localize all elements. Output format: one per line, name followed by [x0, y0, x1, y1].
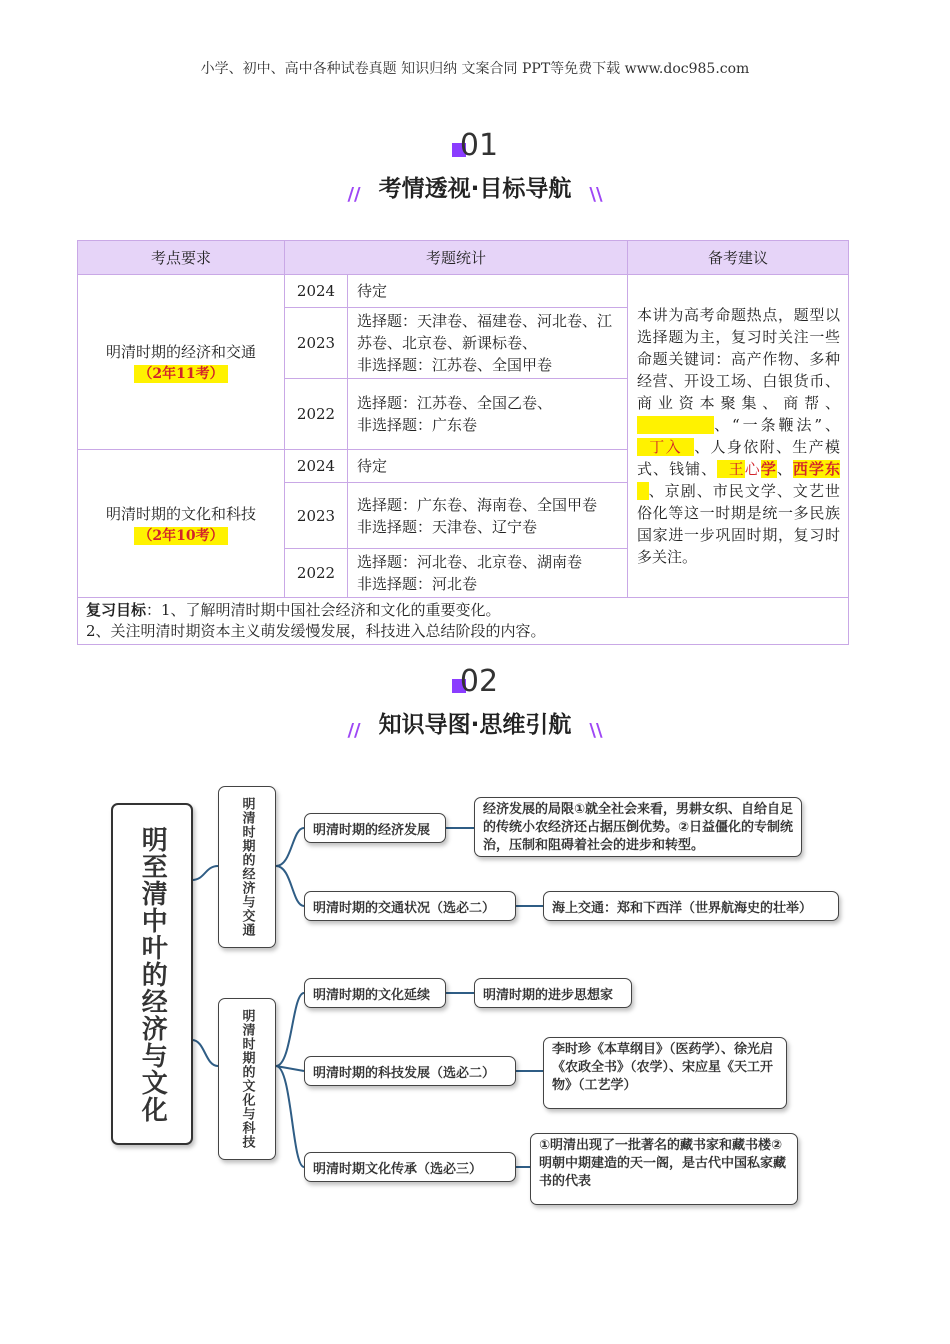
mindmap-node: 明清时期的经济发展 [304, 813, 446, 843]
header-stats: 考题统计 [285, 241, 628, 275]
stats-cell: 选择题：河北卷、北京卷、湖南卷 非选择题：河北卷 [348, 549, 628, 598]
stats-cell: 选择题：江苏卷、全国乙卷、 非选择题：广东卷 [348, 379, 628, 450]
stats-cell: 选择题：广东卷、海南卷、全国甲卷 非选择题：天津卷、辽宁卷 [348, 483, 628, 549]
mindmap-branch-culture: 明清时期的文化与科技 [218, 998, 276, 1160]
year-cell: 2022 [285, 379, 348, 450]
mindmap-leaf: 李时珍《本草纲目》（医药学）、徐光启《农政全书》（农学）、宋应星《天工开物》（工艺学） [543, 1037, 787, 1109]
year-cell: 2023 [285, 308, 348, 379]
section-number: 02 [0, 664, 950, 699]
goal-label: 复习目标 [86, 601, 147, 619]
stats-cell: 待定 [348, 275, 628, 308]
mindmap-node: 明清时期文化传承（选必三） [304, 1152, 516, 1182]
stats-cell: 选择题：天津卷、福建卷、河北卷、江苏卷、北京卷、新课标卷、 非选择题：江苏卷、全国甲卷 [348, 308, 628, 379]
topic-name: 明清时期的文化和科技 [105, 504, 256, 523]
site-header: 小学、初中、高中各种试卷真题 知识归纳 文案合同 PPT等免费下载 www.doc985.com [200, 61, 750, 77]
section-number: 01 [0, 128, 950, 163]
slash-decoration-icon: // [347, 720, 361, 741]
mindmap-branch-economy: 明清时期的经济与交通 [218, 786, 276, 948]
section-title: 考情透视·目标导航 [365, 170, 586, 203]
year-cell: 2024 [285, 275, 348, 308]
stats-cell: 待定 [348, 450, 628, 483]
year-cell: 2023 [285, 483, 348, 549]
mindmap-leaf: ①明清出现了一批著名的藏书家和藏书楼②明朝中期建造的天一阁，是古代中国私家藏书的代表 [530, 1133, 798, 1205]
mindmap-leaf: 海上交通：郑和下西洋（世界航海史的壮举） [543, 891, 839, 921]
header-advice: 备考建议 [628, 241, 849, 275]
topic-name: 明清时期的经济和交通 [105, 343, 256, 361]
year-cell: 2022 [285, 549, 348, 598]
year-cell: 2024 [285, 450, 348, 483]
advice-cell: 本讲为高考命题热点，题型以选择题为主，复习时关注一些命题关键词：高产作物、多种经营、开设工场、白银货币、商业资本聚集、商帮、 、“一条鞭法”、 丁入 、人身依附、生产模式、钱铺、 王心学、西学东 、京剧、市民文学、文艺世俗化等这一时期是统一多民族国家进一步巩固时期，复习时多关注。 [628, 275, 849, 598]
mindmap-leaf: 经济发展的局限①就全社会来看，男耕女织、自给自足的传统小农经济还占据压倒优势。②日益僵化的专制统治，压制和阻碍着社会的进步和转型。 [474, 797, 802, 857]
mindmap-node: 明清时期的文化延续 [304, 978, 446, 1008]
topic-badge: （2年11考） [134, 365, 227, 383]
mindmap-leaf: 明清时期的进步思想家 [474, 978, 632, 1008]
header-topic: 考点要求 [78, 241, 285, 275]
slash-decoration-icon: // [347, 184, 361, 205]
backslash-decoration-icon: \\ [589, 184, 603, 205]
section-title: 知识导图·思维引航 [365, 706, 586, 739]
goal-cell: 复习目标：1、了解明清时期中国社会经济和文化的重要变化。 2、关注明清时期资本主义萌发缓慢发展，科技进入总结阶段的内容。 [78, 598, 849, 645]
mindmap-node: 明清时期的科技发展（选必二） [304, 1056, 516, 1086]
topic-badge: （2年10考） [134, 527, 227, 545]
mindmap-node: 明清时期的交通状况（选必二） [304, 891, 516, 921]
backslash-decoration-icon: \\ [589, 720, 603, 741]
mindmap-root: 明至清中叶的经济与文化 [111, 803, 193, 1145]
